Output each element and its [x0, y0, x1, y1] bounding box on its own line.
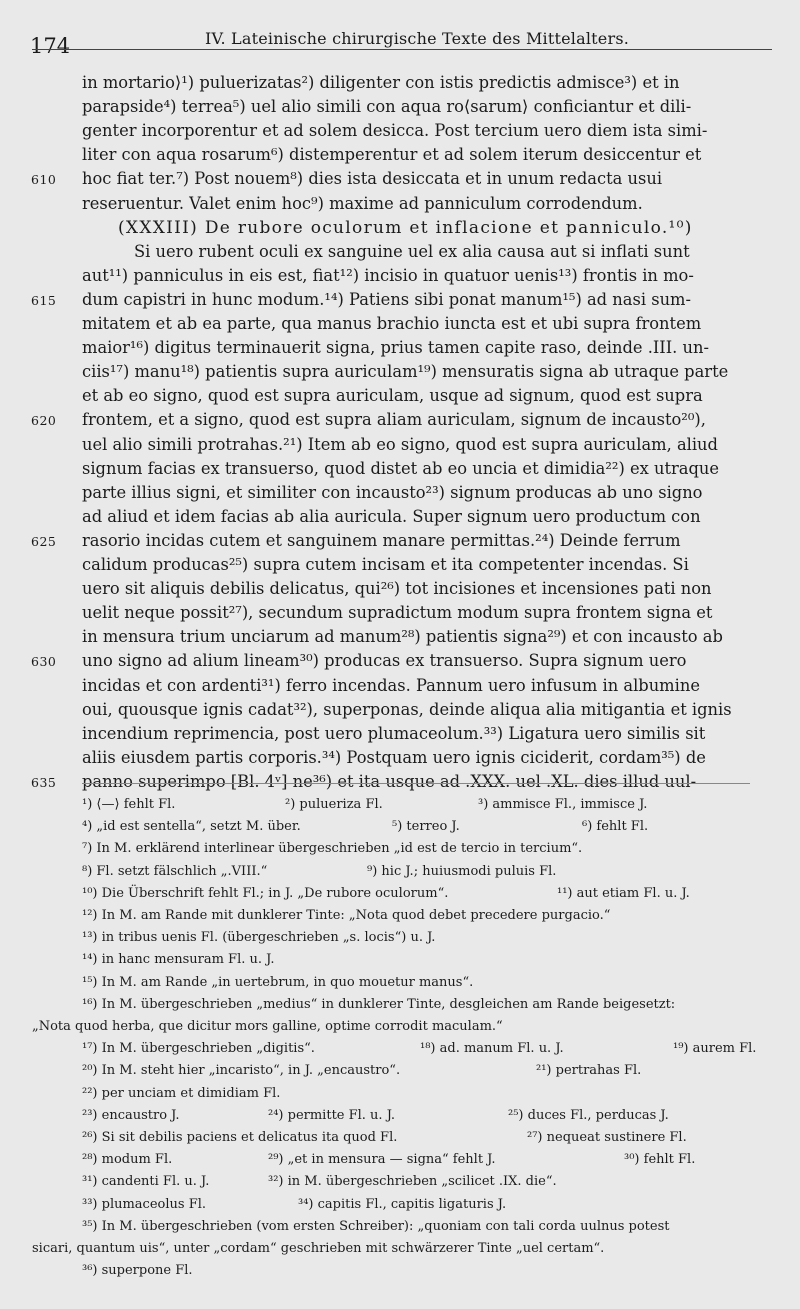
text-line: [0, 94, 800, 120]
text-line: [0, 432, 800, 458]
text-line: [0, 118, 800, 144]
text-line: [0, 456, 800, 482]
line-text: in mensura trium unciarum ad manum²⁸) patientis signa²⁹) et con incausto ab: [82, 627, 723, 647]
footnote-line: [0, 949, 800, 971]
footnote: „Nota quod herba, que dicitur mors galline, optime corrodit maculam.“: [32, 1019, 503, 1034]
footnote-line: [0, 972, 800, 994]
footnote: ⁵) terreo J.: [392, 819, 460, 835]
footnote: ¹) ⟨—⟩ fehlt Fl.: [82, 797, 176, 812]
line-number: 610: [31, 172, 57, 188]
line-text: liter con aqua rosarum⁶) distemperentur et ad solem iterum desiccentur et: [82, 145, 702, 165]
text-line: [0, 624, 800, 650]
line-number: 615: [31, 292, 57, 308]
section-heading: [0, 215, 800, 241]
line-text: ad aliud et idem facias ab alia auricula. Super signum uero productum con: [82, 506, 701, 526]
line-text: rasorio incidas cutem et sanguinem manare permittas.²⁴) Deinde ferrum: [82, 530, 681, 550]
text-line: [0, 335, 800, 361]
line-text: hoc fiat ter.⁷) Post nouem⁸) dies ista desiccata et in unum redacta usui: [82, 169, 663, 189]
text-line: [0, 480, 800, 506]
footnote: ³⁴) capitis Fl., capitis ligaturis J.: [298, 1196, 507, 1212]
line-text: mitatem et ab ea parte, qua manus brachio iuncta est et ubi supra frontem: [82, 314, 702, 333]
line-text: incidas et con ardenti³¹) ferro incendas. Pannum uero infusum in albumine: [82, 675, 700, 695]
footnote-line: [0, 861, 800, 883]
running-title: IV. Lateinische chirurgische Texte des Mittelalters.: [205, 29, 630, 48]
text-line: [0, 745, 800, 771]
text-line: [0, 287, 800, 313]
line-text: aut¹¹) panniculus in eis est, fiat¹²) incisio in quatuor uenis¹³) frontis in mo-: [82, 265, 694, 285]
footnote-line: [0, 1060, 800, 1082]
footnote: ⁷) In M. erklärend interlinear übergeschrieben „id est de tercio in tercium“.: [82, 841, 583, 857]
line-number: 630: [31, 654, 57, 670]
text-line: [0, 504, 800, 530]
text-line: [0, 600, 800, 626]
line-text: calidum producas²⁵) supra cutem incisam et ita competenter incendas. Si: [82, 555, 689, 574]
line-text: oui, quousque ignis cadat³²), superponas, deinde aliqua alia mitigantia et ignis: [82, 699, 732, 719]
footnote-line: [0, 794, 800, 816]
line-text: signum facias ex transuerso, quod distet ab eo uncia et dimidia²²) ex utraque: [82, 458, 720, 478]
line-text: Si uero rubent oculi ex sanguine uel ex alia causa aut si inflati sunt: [134, 241, 690, 261]
line-number: 625: [31, 533, 57, 549]
footnote: ³⁶) superpone Fl.: [82, 1263, 193, 1279]
text-line: [0, 769, 800, 795]
footnote: ²⁴) permitte Fl. u. J.: [268, 1107, 396, 1123]
footnote: ¹⁸) ad. manum Fl. u. J.: [420, 1041, 564, 1057]
footnote: ⁹) hic J.; huiusmodi puluis Fl.: [367, 863, 557, 879]
line-text: uno signo ad alium lineam³⁰) producas ex transuerso. Supra signum uero: [82, 651, 687, 671]
line-text: aliis eiusdem partis corporis.³⁴) Postquam uero ignis ciciderit, cordam³⁵) de: [82, 747, 706, 767]
text-line: [0, 528, 800, 554]
text-line: [0, 311, 800, 337]
line-text: et ab eo signo, quod est supra auriculam, usque ad signum, quod est supra: [82, 386, 703, 406]
line-text: uelit neque possit²⁷), secundum supradictum modum supra frontem signa et: [82, 603, 713, 623]
footnote: ³²) in M. übergeschrieben „scilicet .IX. die“.: [268, 1174, 557, 1190]
line-text: reseruentur. Valet enim hoc⁹) maxime ad panniculum corrodendum.: [82, 193, 643, 213]
footnote: ¹³) in tribus uenis Fl. (übergeschrieben „s. locis“) u. J.: [82, 930, 436, 946]
line-number: 635: [31, 774, 57, 790]
text-line: [0, 142, 800, 168]
footnote: ³⁵) In M. übergeschrieben (vom ersten Schreiber): „quoniam con tali corda uulnus potest: [82, 1218, 670, 1234]
line-text: incendium reprimencia, post uero plumaceolum.³³) Ligatura uero similis sit: [82, 723, 706, 743]
line-text: in mortario⟩¹) puluerizatas²) diligenter con istis predictis admisce³) et in: [82, 73, 680, 92]
line-text: genter incorporentur et ad solem desicca. Post tercium uero diem ista simi-: [82, 121, 708, 141]
footnote: ¹⁹) aurem Fl.: [673, 1041, 757, 1057]
footnote: ²⁶) Si sit debilis paciens et delicatus ita quod Fl.: [82, 1130, 398, 1145]
footnote: ²⁸) modum Fl.: [82, 1152, 173, 1168]
footnote: ²⁵) duces Fl., perducas J.: [508, 1107, 669, 1123]
footnote: ²⁹) „et in mensura — signa“ fehlt J.: [268, 1152, 496, 1168]
footnote: ⁸) Fl. setzt fälschlich „.VIII.“: [82, 863, 268, 879]
text-line: [0, 407, 800, 433]
text-line: [0, 648, 800, 674]
footnote-divider: [82, 783, 750, 784]
footnote: ¹²) In M. am Rande mit dunklerer Tinte: „Nota quod debet precedere purgacio.“: [82, 908, 611, 923]
line-text: dum capistri in hunc modum.¹⁴) Patiens sibi ponat manum¹⁵) ad nasi sum-: [82, 289, 691, 309]
line-text: parapside⁴) terrea⁵) uel alio simili con aqua ro⟨sarum⟩ conficiantur et dili-: [82, 97, 692, 117]
footnote: ²⁰) In M. steht hier „incaristo“, in J. „encaustro“.: [82, 1063, 401, 1079]
text-line: [0, 383, 800, 409]
footnote-line: [0, 1149, 800, 1171]
footnote-line: [0, 1238, 800, 1260]
text-line: [0, 576, 800, 602]
line-text: parte illius signi, et similiter con incausto²³) signum producas ab uno signo: [82, 482, 703, 502]
footnote: ³¹) candenti Fl. u. J.: [82, 1174, 210, 1190]
footnote: ¹¹) aut etiam Fl. u. J.: [557, 885, 690, 901]
page-header: [0, 0, 800, 60]
text-line: [0, 166, 800, 192]
text-line: [0, 359, 800, 385]
footnote-line: [0, 883, 800, 905]
footnote-line: [0, 1127, 800, 1149]
footnote-line: [0, 816, 800, 838]
footnote-line: [0, 1260, 800, 1282]
line-text: uero sit aliquis debilis delicatus, qui²⁶) tot incisiones et incensiones pati non: [82, 579, 712, 599]
text-line: [0, 191, 800, 217]
footnote-line: [0, 838, 800, 860]
footnote-line: [0, 927, 800, 949]
footnote: ¹⁰) Die Überschrift fehlt Fl.; in J. „De rubore oculorum“.: [82, 885, 449, 901]
line-number: 620: [31, 413, 57, 429]
footnote-line: [0, 1171, 800, 1193]
footnote: sicari, quantum uis“, unter „cordam“ geschrieben mit schwärzerer Tinte „uel certam“.: [32, 1241, 605, 1256]
text-line: [0, 552, 800, 578]
footnote: ¹⁴) in hanc mensuram Fl. u. J.: [82, 952, 275, 968]
text-line: [0, 721, 800, 747]
footnote-line: [0, 905, 800, 927]
footnote: ³³) plumaceolus Fl.: [82, 1196, 207, 1212]
footnote-line: [0, 1194, 800, 1216]
footnote: ²²) per unciam et dimidiam Fl.: [82, 1085, 281, 1101]
footnote: ³⁰) fehlt Fl.: [624, 1152, 696, 1168]
text-line: [0, 70, 800, 96]
line-text: frontem, et a signo, quod est supra aliam auriculam, signum de incausto²⁰),: [82, 410, 706, 430]
footnote: ¹⁷) In M. übergeschrieben „digitis“.: [82, 1041, 315, 1057]
footnote-line: [0, 1216, 800, 1238]
line-text: uel alio simili protrahas.²¹) Item ab eo signo, quod est supra auriculam, aliud: [82, 434, 718, 454]
footnote-line: [0, 994, 800, 1016]
footnote: ¹⁶) In M. übergeschrieben „medius“ in dunklerer Tinte, desgleichen am Rande beigesetzt:: [82, 996, 676, 1012]
footnote-line: [0, 1016, 800, 1038]
footnote-line: [0, 1105, 800, 1127]
line-text: maior¹⁶) digitus terminauerit signa, prius tamen capite raso, deinde .III. un-: [82, 338, 709, 358]
footnote: ¹⁵) In M. am Rande „in uertebrum, in quo mouetur manus“.: [82, 974, 474, 990]
page-number: 174: [30, 34, 71, 58]
footnote: ²³) encaustro J.: [82, 1107, 180, 1123]
line-text: (XXXIII) De rubore oculorum et inflacione et panniculo.¹⁰): [118, 217, 693, 238]
footnote: ²) pulueriza Fl.: [285, 797, 383, 812]
footnote: ³) ammisce Fl., immisce J.: [478, 797, 648, 812]
text-line: [0, 673, 800, 699]
footnote: ²¹) pertrahas Fl.: [536, 1063, 642, 1079]
footnote: ⁴) „id est sentella“, setzt M. über.: [82, 819, 301, 835]
footnote-line: [0, 1083, 800, 1105]
header-rule: [32, 49, 772, 50]
footnote: ⁶) fehlt Fl.: [582, 819, 649, 835]
line-text: panno superimpo [Bl. 4ᵛ] ne³⁶) et ita usque ad .XXX. uel .XL. dies illud uul-: [82, 771, 697, 791]
text-line: [0, 263, 800, 289]
footnote: ²⁷) nequeat sustinere Fl.: [527, 1130, 687, 1145]
text-line: [0, 697, 800, 723]
line-text: ciis¹⁷) manu¹⁸) patientis supra auriculam¹⁹) mensuratis signa ab utraque parte: [82, 362, 729, 382]
text-line: [0, 239, 800, 265]
footnote-line: [0, 1038, 800, 1060]
